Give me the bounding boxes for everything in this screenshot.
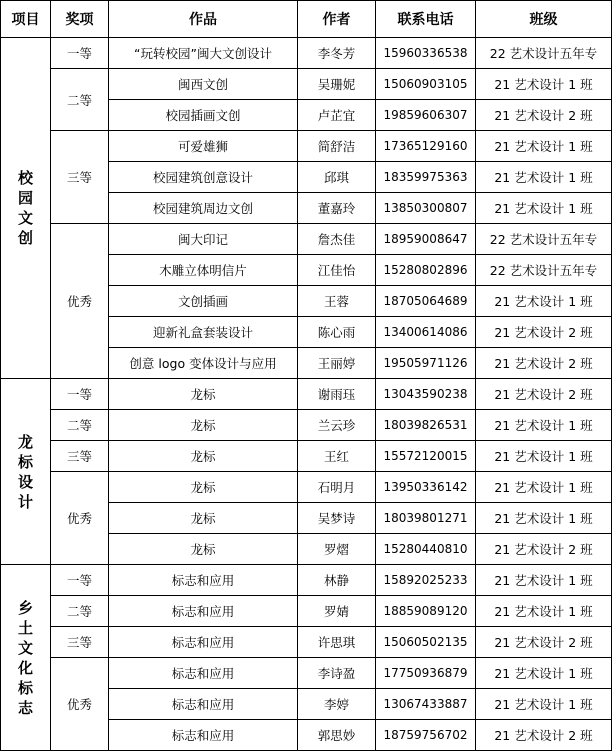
class-cell: 21 艺术设计 1 班 — [476, 565, 612, 596]
table-row — [1, 379, 612, 410]
header-row — [1, 1, 612, 38]
phone-cell: 15892025233 — [376, 565, 476, 596]
table-row — [1, 627, 612, 658]
award-cell: 二等 — [51, 596, 109, 627]
author-cell: 李诗盈 — [298, 658, 376, 689]
class-cell: 21 艺术设计 1 班 — [476, 193, 612, 224]
author-cell: 李婷 — [298, 689, 376, 720]
phone-cell: 13850300807 — [376, 193, 476, 224]
table-row — [1, 658, 612, 689]
work-cell: 闽西文创 — [109, 69, 298, 100]
phone-cell: 18705064689 — [376, 286, 476, 317]
phone-cell: 18859089120 — [376, 596, 476, 627]
phone-cell: 13950336142 — [376, 472, 476, 503]
work-cell: 标志和应用 — [109, 720, 298, 751]
header-award: 奖项 — [51, 1, 109, 38]
class-cell: 21 艺术设计 2 班 — [476, 627, 612, 658]
work-cell: 龙标 — [109, 534, 298, 565]
phone-cell: 13400614086 — [376, 317, 476, 348]
work-cell: 校园建筑周边文创 — [109, 193, 298, 224]
work-cell: 龙标 — [109, 472, 298, 503]
class-cell: 22 艺术设计五年专 — [476, 224, 612, 255]
project-label: 乡土文化标志 — [17, 598, 33, 717]
author-cell: 李冬芳 — [298, 38, 376, 69]
work-cell: 迎新礼盒套装设计 — [109, 317, 298, 348]
table-row — [1, 596, 612, 627]
work-cell: 文创插画 — [109, 286, 298, 317]
class-cell: 21 艺术设计 1 班 — [476, 410, 612, 441]
class-cell: 21 艺术设计 1 班 — [476, 162, 612, 193]
class-cell: 21 艺术设计 1 班 — [476, 658, 612, 689]
award-cell: 优秀 — [51, 658, 109, 751]
project-label: 校园文创 — [17, 169, 33, 247]
project-label: 龙标设计 — [17, 432, 33, 511]
award-cell: 三等 — [51, 441, 109, 472]
table-row — [1, 410, 612, 441]
author-cell: 郭思妙 — [298, 720, 376, 751]
table-row — [1, 472, 612, 503]
project-cell — [1, 38, 51, 379]
table-row — [1, 565, 612, 596]
table-row — [1, 441, 612, 472]
project-cell — [1, 379, 51, 565]
class-cell: 21 艺术设计 1 班 — [476, 286, 612, 317]
author-cell: 王蓉 — [298, 286, 376, 317]
award-cell: 一等 — [51, 379, 109, 410]
award-cell: 优秀 — [51, 224, 109, 379]
author-cell: 邱琪 — [298, 162, 376, 193]
author-cell: 董嘉玲 — [298, 193, 376, 224]
class-cell: 21 艺术设计 2 班 — [476, 720, 612, 751]
phone-cell: 19859606307 — [376, 100, 476, 131]
phone-cell: 18959008647 — [376, 224, 476, 255]
award-cell: 一等 — [51, 38, 109, 69]
work-cell: 闽大印记 — [109, 224, 298, 255]
phone-cell: 13043590238 — [376, 379, 476, 410]
phone-cell: 18759756702 — [376, 720, 476, 751]
work-cell: 标志和应用 — [109, 658, 298, 689]
class-cell: 22 艺术设计五年专 — [476, 255, 612, 286]
award-cell: 三等 — [51, 627, 109, 658]
award-cell: 优秀 — [51, 472, 109, 565]
header-phone: 联系电话 — [376, 1, 476, 38]
work-cell: 标志和应用 — [109, 596, 298, 627]
award-cell: 二等 — [51, 410, 109, 441]
phone-cell: 15280440810 — [376, 534, 476, 565]
author-cell: 罗婧 — [298, 596, 376, 627]
class-cell: 21 艺术设计 1 班 — [476, 596, 612, 627]
header-class: 班级 — [476, 1, 612, 38]
header-project: 项目 — [1, 1, 51, 38]
phone-cell: 15572120015 — [376, 441, 476, 472]
award-cell: 三等 — [51, 131, 109, 224]
author-cell: 王丽婷 — [298, 348, 376, 379]
header-work: 作品 — [109, 1, 298, 38]
work-cell: 龙标 — [109, 379, 298, 410]
work-cell: 木雕立体明信片 — [109, 255, 298, 286]
class-cell: 22 艺术设计五年专 — [476, 38, 612, 69]
class-cell: 21 艺术设计 1 班 — [476, 472, 612, 503]
phone-cell: 18039801271 — [376, 503, 476, 534]
award-cell: 二等 — [51, 69, 109, 131]
phone-cell: 18039826531 — [376, 410, 476, 441]
work-cell: 创意 logo 变体设计与应用 — [109, 348, 298, 379]
author-cell: 谢雨珏 — [298, 379, 376, 410]
work-cell: 校园插画文创 — [109, 100, 298, 131]
work-cell: 标志和应用 — [109, 565, 298, 596]
work-cell: 标志和应用 — [109, 689, 298, 720]
phone-cell: 17365129160 — [376, 131, 476, 162]
class-cell: 21 艺术设计 1 班 — [476, 689, 612, 720]
phone-cell: 15060502135 — [376, 627, 476, 658]
author-cell: 江佳怡 — [298, 255, 376, 286]
author-cell: 吴梦诗 — [298, 503, 376, 534]
phone-cell: 15060903105 — [376, 69, 476, 100]
author-cell: 卢芷宜 — [298, 100, 376, 131]
phone-cell: 15960336538 — [376, 38, 476, 69]
author-cell: 林静 — [298, 565, 376, 596]
work-cell: 龙标 — [109, 410, 298, 441]
class-cell: 21 艺术设计 2 班 — [476, 317, 612, 348]
work-cell: 可爱雄狮 — [109, 131, 298, 162]
author-cell: 王红 — [298, 441, 376, 472]
phone-cell: 13067433887 — [376, 689, 476, 720]
class-cell: 21 艺术设计 1 班 — [476, 69, 612, 100]
work-cell: 校园建筑创意设计 — [109, 162, 298, 193]
author-cell: 许思琪 — [298, 627, 376, 658]
table-row — [1, 224, 612, 255]
class-cell: 21 艺术设计 2 班 — [476, 348, 612, 379]
work-cell: 龙标 — [109, 503, 298, 534]
author-cell: 罗熠 — [298, 534, 376, 565]
class-cell: 21 艺术设计 2 班 — [476, 534, 612, 565]
phone-cell: 18359975363 — [376, 162, 476, 193]
work-cell: 龙标 — [109, 441, 298, 472]
author-cell: 兰云珍 — [298, 410, 376, 441]
class-cell: 21 艺术设计 1 班 — [476, 441, 612, 472]
phone-cell: 17750936879 — [376, 658, 476, 689]
award-cell: 一等 — [51, 565, 109, 596]
author-cell: 陈心雨 — [298, 317, 376, 348]
work-cell: 标志和应用 — [109, 627, 298, 658]
table-row — [1, 69, 612, 100]
author-cell: 简舒洁 — [298, 131, 376, 162]
phone-cell: 15280802896 — [376, 255, 476, 286]
author-cell: 石明月 — [298, 472, 376, 503]
project-cell — [1, 565, 51, 751]
work-cell: “玩转校园”闽大文创设计 — [109, 38, 298, 69]
author-cell: 詹杰佳 — [298, 224, 376, 255]
table-row — [1, 38, 612, 69]
author-cell: 吴珊妮 — [298, 69, 376, 100]
class-cell: 21 艺术设计 2 班 — [476, 379, 612, 410]
phone-cell: 19505971126 — [376, 348, 476, 379]
class-cell: 21 艺术设计 1 班 — [476, 131, 612, 162]
class-cell: 21 艺术设计 2 班 — [476, 100, 612, 131]
header-author: 作者 — [298, 1, 376, 38]
class-cell: 21 艺术设计 1 班 — [476, 503, 612, 534]
table-body — [1, 38, 612, 751]
table-row — [1, 131, 612, 162]
